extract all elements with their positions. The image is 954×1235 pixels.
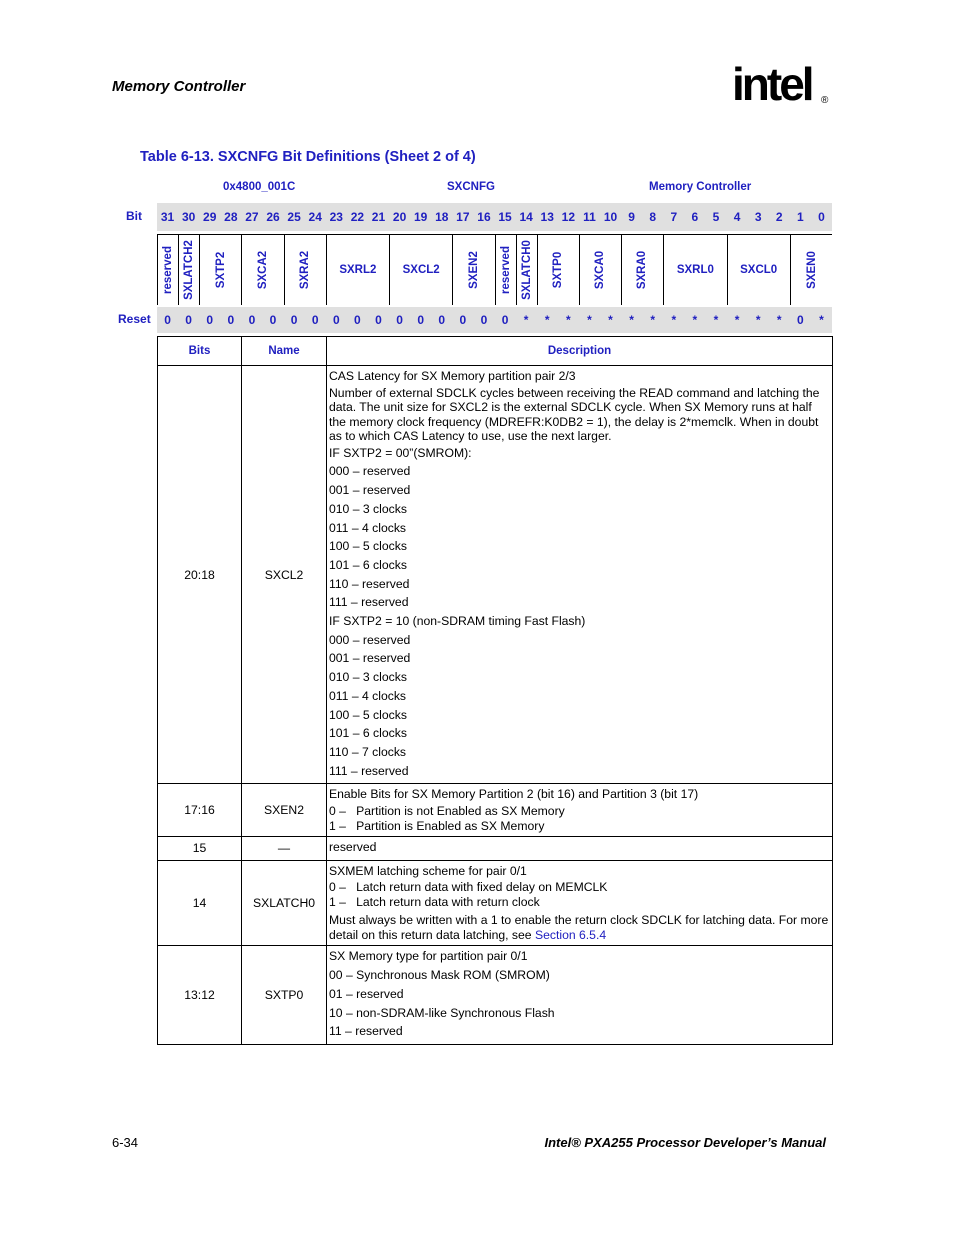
bit-number: 8 [649, 210, 657, 224]
bit-number: 4 [733, 210, 741, 224]
reset-value: * [776, 313, 782, 327]
bit-definition-table [157, 336, 833, 1045]
section-link[interactable]: Section 6.5.4 [534, 927, 607, 942]
bit-number: 28 [224, 210, 238, 224]
bitfield-label: SXCA2 [256, 250, 269, 290]
bitfield-label: SXTP0 [552, 251, 565, 289]
register-name: SXCNFG [447, 181, 495, 193]
desc-line: 010 – 3 clocks [329, 501, 407, 516]
column-header-name: Name [242, 337, 327, 366]
reset-value: 0 [396, 313, 403, 327]
column-header-bits: Bits [158, 337, 242, 366]
reset-value: 0 [797, 313, 804, 327]
bit-number: 30 [181, 210, 196, 224]
bitfield-sxlatch0 [516, 235, 537, 305]
row-bits: 15 [158, 837, 242, 861]
bitfield-sxrl0 [663, 235, 726, 305]
bit-number: 24 [308, 210, 322, 224]
bit-number: 29 [203, 210, 217, 224]
bitfield-label: SXRL0 [676, 264, 714, 276]
bit-number: 22 [350, 210, 365, 224]
bitfield-sxca0 [579, 235, 621, 305]
desc-line: 011 – 4 clocks [329, 520, 407, 535]
reset-value: 0 [185, 313, 192, 327]
bit-number: 23 [329, 210, 343, 224]
bit-number: 9 [628, 210, 635, 224]
row-bits: 20:18 [158, 366, 242, 784]
intel-logo [732, 60, 832, 116]
desc-line: SXMEM latching scheme for pair 0/1 [329, 863, 527, 878]
bitfield-reserved [495, 235, 516, 305]
desc-line: 01 – reserved [329, 986, 404, 1001]
desc-line: IF SXTP2 = 00”(SMROM): [329, 445, 472, 460]
row-description [327, 946, 833, 1045]
intel-logo-wordmark: intel [732, 60, 812, 110]
reset-value: 0 [269, 313, 277, 327]
reset-value: * [734, 313, 740, 327]
desc-line: Enable Bits for SX Memory Partition 2 (bit 16) and Partition 3 (bit 17) [329, 787, 699, 802]
desc-line: 100 – 5 clocks [329, 539, 407, 554]
desc-line: IF SXTP2 = 10 (non-SDRAM timing Fast Flash) [329, 614, 586, 629]
bit-number: 21 [371, 210, 386, 224]
bitfield-sxca2 [241, 235, 283, 305]
bitfield-sxra0 [621, 235, 663, 305]
reset-value: 0 [248, 313, 256, 327]
desc-line: 111 – reserved [329, 763, 409, 778]
reset-value: * [692, 313, 698, 327]
row-description [327, 860, 833, 946]
reset-value: * [713, 313, 719, 327]
row-description [327, 837, 833, 861]
page-number: 6-34 [112, 1135, 139, 1150]
bit-number: 31 [160, 210, 175, 224]
desc-line: 110 – 7 clocks [329, 744, 407, 759]
reset-value: * [671, 313, 677, 327]
row-name: SXCL2 [242, 366, 327, 784]
row-name: SXLATCH0 [242, 860, 327, 946]
bit-number: 17 [456, 210, 470, 224]
reset-value: * [544, 313, 550, 327]
desc-line: 0 – Latch return data with fixed delay on MEMCLK [329, 880, 608, 895]
reset-value: 0 [417, 313, 425, 327]
bit-number: 26 [266, 210, 280, 224]
bitfield-sxra2 [284, 235, 326, 305]
bitfield-label: SXCL0 [740, 264, 778, 276]
reset-value: 0 [332, 313, 340, 327]
bitfield-label: SXCA0 [594, 250, 607, 290]
table-row [158, 366, 833, 784]
row-name: SXTP0 [242, 946, 327, 1045]
running-header-section: Memory Controller [112, 78, 246, 95]
bit-number: 5 [712, 210, 720, 224]
desc-line: 00 – Synchronous Mask ROM (SMROM) [329, 968, 550, 983]
reset-value: 0 [501, 313, 509, 327]
row-description [327, 366, 833, 784]
bitfield-sxrl2 [326, 235, 389, 305]
table-row [158, 860, 833, 946]
reset-value: 0 [438, 313, 446, 327]
desc-line: 11 – reserved [329, 1024, 403, 1039]
bit-number: 13 [540, 210, 554, 224]
bitfield-sxcl0 [727, 235, 790, 305]
desc-paragraph: Number of external SDCLK cycles between receiving the READ command and latching the data. The unit size for SXCL2 is the external SDCLK cycle. When SX Memory runs at half the memory clock frequency (MDREFR:K0DB2 = 1), the delay is 2*memclk. When in doubt as to which CAS Latency to use, use the next larger. [329, 385, 820, 444]
reset-value: 0 [480, 313, 488, 327]
reset-value: 0 [290, 313, 298, 327]
intel-logo-registered-mark: ® [821, 95, 829, 106]
reset-row-label: Reset [118, 312, 151, 326]
bitfield-label: SXRA2 [299, 250, 312, 290]
bit-number-row [157, 203, 832, 231]
column-header-description: Description [327, 337, 833, 366]
desc-line: 000 – reserved [329, 464, 411, 479]
bitfield-label: SXEN2 [467, 251, 480, 289]
reset-value: 0 [227, 313, 235, 327]
bit-number: 18 [435, 210, 449, 224]
desc-paragraph [329, 913, 830, 942]
register-address: 0x4800_001C [223, 181, 296, 193]
bit-number: 1 [797, 210, 804, 224]
row-bits: 14 [158, 860, 242, 946]
bitfield-sxlatch2 [178, 235, 199, 305]
reset-value: * [565, 313, 571, 327]
reset-value: 0 [206, 313, 214, 327]
table-row [158, 946, 833, 1045]
desc-line: 101 – 6 clocks [329, 557, 407, 572]
bitfield-label: SXEN0 [805, 251, 818, 289]
desc-line: 010 – 3 clocks [329, 670, 407, 685]
desc-line: reserved [329, 840, 377, 855]
desc-line: 101 – 6 clocks [329, 726, 407, 741]
bit-number: 14 [519, 210, 533, 224]
desc-line: SX Memory type for partition pair 0/1 [329, 949, 528, 964]
bit-number: 6 [691, 210, 699, 224]
bit-number: 15 [498, 210, 512, 224]
reset-value: 0 [164, 313, 171, 327]
desc-line: 001 – reserved [329, 483, 411, 498]
row-description [327, 784, 833, 837]
bitfield-label: SXRA0 [636, 250, 649, 290]
bitfield-label: SXRL2 [339, 264, 377, 276]
table-title: Table 6-13. SXCNFG Bit Definitions (Sheet 2 of 4) [140, 149, 476, 165]
reset-value: 0 [354, 313, 361, 327]
bitfield-label: reserved [162, 246, 175, 294]
bit-row-label: Bit [126, 209, 142, 223]
bitfield-label: SXLATCH0 [520, 240, 533, 300]
row-name: SXEN2 [242, 784, 327, 837]
reset-value-row [157, 307, 832, 333]
bitfield-label: SXLATCH2 [183, 240, 196, 300]
reset-value: 0 [375, 313, 382, 327]
reset-value: * [608, 313, 613, 327]
bit-number: 10 [603, 210, 618, 224]
reset-value: * [819, 313, 824, 327]
bitfield-label: SXTP2 [214, 251, 227, 289]
reset-value: * [523, 313, 529, 327]
reset-value: * [650, 313, 656, 327]
desc-line: 110 – reserved [329, 576, 410, 591]
table-row [158, 837, 833, 861]
desc-line: 100 – 5 clocks [329, 707, 407, 722]
bitfield-label: SXCL2 [402, 264, 440, 276]
bit-number: 16 [477, 210, 491, 224]
bit-number: 7 [670, 210, 678, 224]
manual-title: Intel® PXA255 Processor Developer’s Manual [544, 1135, 826, 1150]
table-header-row [158, 337, 833, 366]
desc-text: Must always be written with a 1 to enable the return clock SDCLK for latching data. For more detail on this return data latching, see [329, 913, 829, 942]
bit-number: 25 [287, 210, 301, 224]
desc-line: 011 – 4 clocks [329, 688, 407, 703]
bit-number: 19 [413, 210, 428, 224]
desc-line: 10 – non-SDRAM-like Synchronous Flash [329, 1005, 555, 1020]
bit-number: 12 [561, 210, 575, 224]
desc-line: 001 – reserved [329, 651, 411, 666]
bitfield-label: reserved [499, 246, 512, 294]
reset-value: 0 [311, 313, 319, 327]
bitfield-sxen0 [790, 235, 832, 305]
bit-number: 27 [245, 210, 259, 224]
table-row [158, 784, 833, 837]
desc-line: 111 – reserved [329, 595, 409, 610]
desc-line: 000 – reserved [329, 632, 411, 647]
bitfield-sxtp2 [199, 235, 241, 305]
bitfield-row [157, 234, 832, 305]
desc-line: 1 – Latch return data with return clock [329, 894, 540, 909]
reset-value: 0 [459, 313, 467, 327]
desc-line: 1 – Partition is Enabled as SX Memory [329, 818, 545, 833]
reset-value: * [755, 313, 761, 327]
bit-number: 11 [583, 210, 596, 224]
row-bits: 17:16 [158, 784, 242, 837]
row-bits: 13:12 [158, 946, 242, 1045]
register-unit: Memory Controller [649, 181, 752, 193]
desc-line: CAS Latency for SX Memory partition pair 2/3 [329, 369, 576, 383]
bit-number: 2 [775, 210, 783, 224]
bitfield-sxcl2 [389, 235, 452, 305]
bitfield-reserved [157, 235, 178, 305]
bitfield-sxen2 [452, 235, 494, 305]
reset-value: * [629, 313, 634, 327]
bit-number: 20 [392, 210, 407, 224]
row-name: — [242, 837, 327, 861]
desc-line: 0 – Partition is not Enabled as SX Memory [329, 804, 565, 819]
bit-number: 0 [818, 210, 825, 224]
reset-value: * [587, 313, 592, 327]
bitfield-sxtp0 [537, 235, 579, 305]
bit-number: 3 [754, 210, 762, 224]
